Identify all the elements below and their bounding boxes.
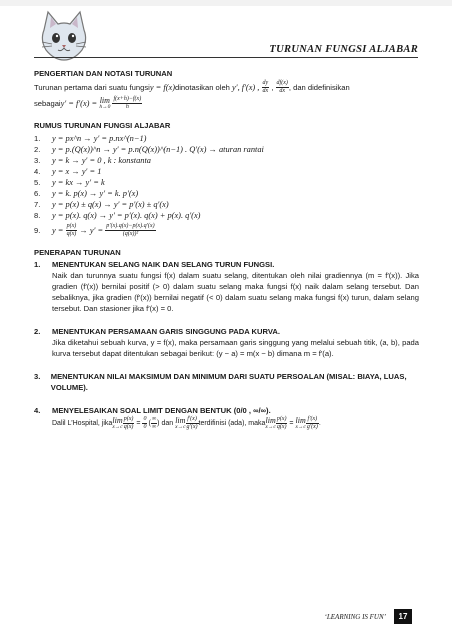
formula-item bbox=[34, 155, 419, 166]
formula: y = k → y′ = 0 , k : konstanta bbox=[52, 156, 151, 165]
item-body: Jika diketahui sebuah kurva, y = f(x), maka persamaan garis singgung yang melalui sebuah titik, (a, b), pada kurva tersebut dapat ditentukan sebagai berikut: (y − a) = m(x − b) dimana m = f′(a). bbox=[52, 338, 419, 358]
limit-subscript: x→c bbox=[295, 423, 306, 430]
page-footer bbox=[325, 609, 412, 624]
text: dinotasikan oleh bbox=[175, 83, 230, 92]
section-heading: RUMUS TURUNAN FUNGSI ALJABAR bbox=[34, 121, 171, 130]
denominator: (q(x))² bbox=[122, 230, 139, 237]
limit bbox=[99, 97, 110, 111]
limit-word: lim bbox=[112, 415, 123, 425]
lhospital-line bbox=[34, 416, 419, 431]
section-heading: PENERAPAN TURUNAN bbox=[34, 248, 121, 257]
formula: y = px^n → y′ = p.nx^(n−1) bbox=[52, 134, 147, 143]
document-body bbox=[34, 68, 419, 431]
formula: y = k. p(x) → y′ = k. p′(x) bbox=[52, 189, 139, 198]
application-item-title bbox=[34, 259, 419, 270]
item-number: 3. bbox=[34, 372, 41, 381]
fraction bbox=[186, 416, 199, 431]
denominator: q(x) bbox=[276, 424, 287, 430]
item-number: 4. bbox=[34, 167, 41, 176]
page-number: 17 bbox=[394, 609, 412, 624]
item-number: 6. bbox=[34, 189, 41, 198]
text: , dan didefinisikan bbox=[288, 83, 350, 92]
formula-item bbox=[34, 199, 419, 210]
denominator: q(x) bbox=[66, 230, 77, 237]
formula-item bbox=[34, 133, 419, 144]
page-header-title: TURUNAN FUNGSI ALJABAR bbox=[269, 44, 418, 55]
denominator: q(x) bbox=[123, 424, 134, 430]
limit-word: lim bbox=[265, 415, 276, 425]
item-number: 9. bbox=[34, 225, 41, 235]
formula: y = bbox=[52, 225, 64, 235]
formula-item bbox=[34, 166, 419, 177]
denominator: g′(x) bbox=[306, 424, 318, 430]
limit-word: lim bbox=[175, 415, 186, 425]
item-number: 1. bbox=[34, 134, 41, 143]
application-item-title bbox=[34, 371, 419, 393]
limit bbox=[112, 417, 122, 431]
limit-word: lim bbox=[295, 415, 306, 425]
fraction bbox=[123, 416, 135, 431]
formula-list bbox=[34, 133, 419, 239]
formula-item bbox=[34, 221, 419, 239]
item-number: 4. bbox=[34, 406, 41, 415]
fraction bbox=[276, 416, 288, 431]
header-divider bbox=[34, 57, 418, 58]
denominator: h bbox=[125, 104, 129, 110]
formula: y = kx → y′ = k bbox=[52, 178, 105, 187]
numerator: f′(x) bbox=[307, 416, 318, 422]
denominator: ∞ bbox=[151, 424, 157, 430]
limit bbox=[175, 417, 185, 431]
text: Dalil L’Hospital, jika bbox=[52, 420, 113, 427]
denominator: 0 bbox=[143, 424, 147, 430]
limit bbox=[295, 417, 305, 431]
footer-quote: ‘LEARNING IS FUN’ bbox=[324, 612, 386, 621]
numerator: 0 bbox=[143, 416, 147, 422]
numerator: f′(x) bbox=[187, 416, 197, 422]
item-number: 2. bbox=[34, 327, 41, 336]
text: Turunan pertama dari suatu fungsi bbox=[34, 83, 150, 92]
fraction-df-dx bbox=[276, 80, 289, 95]
application-item-title bbox=[34, 405, 419, 416]
math-expression: y′, f′(x) , bbox=[232, 83, 260, 92]
fraction-definition bbox=[112, 96, 142, 111]
text: sebagai bbox=[34, 99, 61, 108]
quotient-fraction bbox=[66, 223, 78, 238]
numerator: f(x+h)−f(x) bbox=[113, 96, 142, 102]
equals-sign: = bbox=[287, 420, 296, 427]
definition-formula bbox=[34, 96, 419, 111]
definition-line: Turunan pertama dari suatu fungsi y = f(x) dinotasikan oleh y′, f′(x) , $\frac{dy}{dx}$ , $\frac{df(x)}{dx}$ , dan didefinisikan bbox=[34, 80, 350, 94]
limit-subscript: h→0 bbox=[99, 103, 111, 110]
numerator: p(x) bbox=[123, 416, 134, 422]
formula: y = p.(Q(x))^n → y′ = p.n(Q(x))^(n−1) . Q′(x) → aturan rantai bbox=[52, 145, 264, 154]
item-title: MENENTUKAN NILAI MAKSIMUM DAN MINIMUM DARI SUATU PERSOALAN (MISAL: BIAYA, LUAS, VOLUME). bbox=[50, 372, 407, 392]
item-number: 2. bbox=[34, 145, 41, 154]
open-paren: ( bbox=[148, 420, 151, 427]
formula-item bbox=[34, 188, 419, 199]
numerator: p(x) bbox=[276, 416, 287, 422]
formula-item bbox=[34, 210, 419, 221]
formula: → y′ = bbox=[79, 225, 104, 235]
item-title: MENYELESAIKAN SOAL LIMIT DENGAN BENTUK (0/0 , ∞/∞). bbox=[52, 406, 271, 415]
formula: y = p(x). q(x) → y′ = p′(x). q(x) + p(x). q′(x) bbox=[52, 211, 201, 220]
numerator: p(x) bbox=[66, 222, 77, 229]
limit-subscript: x→c bbox=[265, 423, 276, 430]
section-heading: PENGERTIAN DAN NOTASI TURUNAN bbox=[34, 69, 173, 78]
math-expression: y = f(x) bbox=[149, 83, 175, 92]
denominator: g′(x) bbox=[186, 424, 198, 430]
item-number: 7. bbox=[34, 200, 41, 209]
fraction bbox=[306, 416, 319, 431]
formula-item bbox=[34, 177, 419, 188]
numerator: ∞ bbox=[151, 416, 157, 422]
item-number: 1. bbox=[34, 260, 41, 269]
limit-subscript: x→c bbox=[175, 423, 186, 430]
period: . bbox=[318, 420, 321, 427]
numerator: dy bbox=[262, 80, 269, 86]
formula-item bbox=[34, 144, 419, 155]
item-title: MENENTUKAN PERSAMAAN GARIS SINGGUNG PADA KURVA. bbox=[52, 327, 280, 336]
numerator: p′(x).q(x)−p(x).q′(x) bbox=[106, 222, 155, 229]
denominator: dx bbox=[279, 88, 286, 94]
limit-subscript: x→c bbox=[112, 423, 123, 430]
formula: y = x → y′ = 1 bbox=[52, 167, 102, 176]
item-title: MENENTUKAN SELANG NAIK DAN SELANG TURUN FUNGSI. bbox=[52, 260, 275, 269]
numerator: df(x) bbox=[276, 80, 288, 86]
formula: y = p(x) ± q(x) → y′ = p′(x) ± q′(x) bbox=[52, 200, 169, 209]
limit bbox=[265, 417, 275, 431]
item-number: 5. bbox=[34, 178, 41, 187]
equals-sign: = bbox=[136, 420, 141, 427]
item-number: 3. bbox=[34, 156, 41, 165]
fraction-dy-dx bbox=[262, 80, 270, 95]
fraction-zero-over-zero bbox=[142, 416, 147, 431]
item-number: 8. bbox=[34, 211, 41, 220]
math-expression: y′ = f′(x) = bbox=[60, 99, 98, 108]
denominator: dx bbox=[262, 88, 269, 94]
text: dan bbox=[161, 420, 174, 427]
item-body: Naik dan turunnya suatu fungsi f(x) dalam suatu selang, ditentukan oleh nilai gradiennya (m = f′(x)). Jika gradien (f′(x)) bernilai positif (> 0) dalam suatu selang maka fungsi f(x) naik dalam selang tersebut. Dan sebaliknya, jika gradien (f′(x)) bernilai negatif (< 0) dalam suatu selang maka fungsi f(x) turun, dalam selang tersebut. Dan stasioner jika f′(x) = 0. bbox=[52, 271, 419, 313]
quotient-rule-fraction bbox=[105, 223, 155, 238]
limit-word: lim bbox=[99, 95, 110, 105]
text: terdifinisi (ada), maka bbox=[198, 420, 266, 427]
close-paren: ) bbox=[157, 420, 160, 427]
application-item-title bbox=[34, 326, 419, 337]
